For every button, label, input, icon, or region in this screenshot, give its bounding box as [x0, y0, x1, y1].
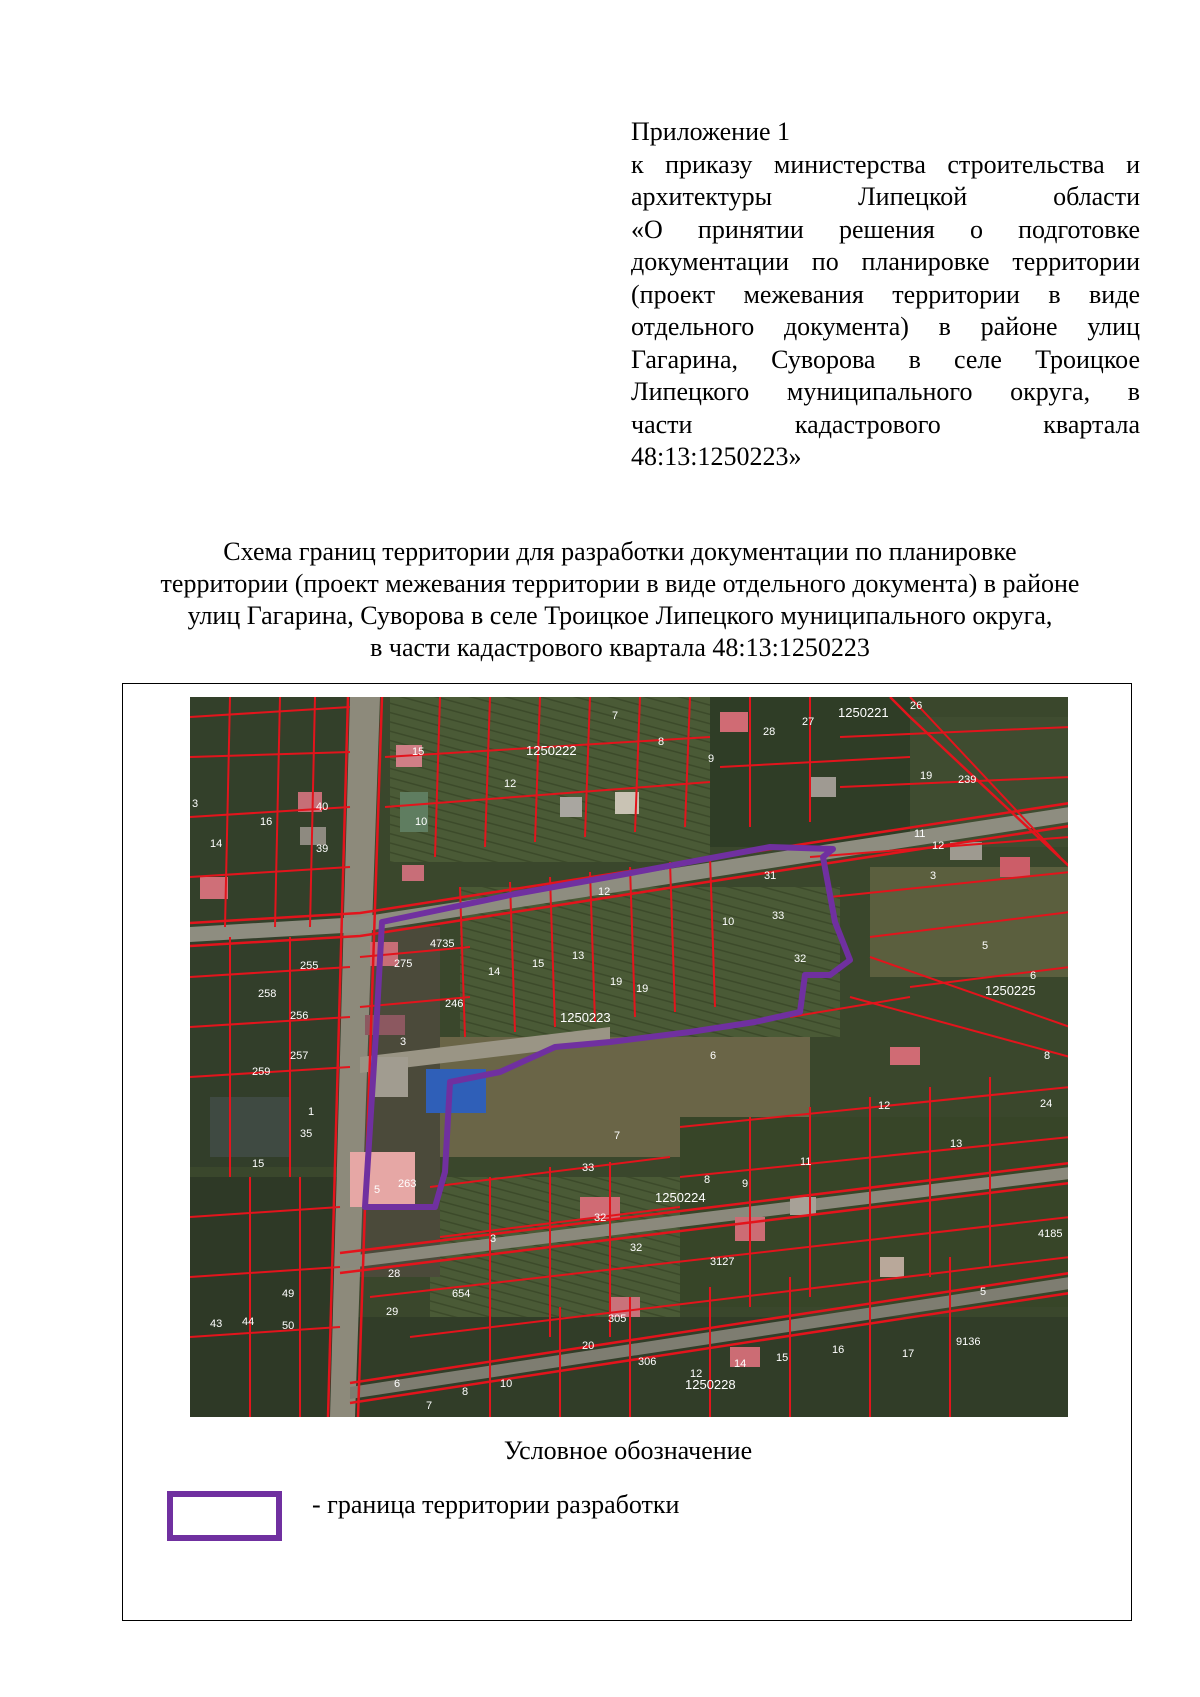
parcel-label: 9	[742, 1178, 749, 1190]
satellite-map	[190, 697, 1068, 1417]
parcel-label: 11	[800, 1156, 812, 1168]
appendix-line: к приказу министерства строительства и	[631, 149, 1140, 179]
parcel-label: 239	[958, 774, 977, 786]
parcel-label: 16	[832, 1344, 845, 1356]
appendix-line: Гагарина, Суворова в селе Троицкое	[631, 344, 1140, 374]
appendix-line: «О принятии решения о подготовке	[631, 214, 1140, 244]
parcel-label: 6	[1030, 970, 1037, 982]
appendix-line: 48:13:1250223»	[631, 442, 802, 471]
title-line: в части кадастрового квартала 48:13:1250223	[370, 633, 870, 662]
parcel-label: 306	[638, 1356, 657, 1368]
parcel-label: 17	[902, 1348, 915, 1360]
appendix-line: архитектуры Липецкой области	[631, 182, 1140, 211]
title-line: улиц Гагарина, Суворова в селе Троицкое Липецкого муниципального округа,	[187, 601, 1053, 630]
parcel-label: 26	[910, 700, 923, 712]
quarter-label: 1250222	[526, 743, 577, 758]
parcel-label: 35	[300, 1128, 313, 1140]
parcel-label: 10	[722, 916, 735, 928]
parcel-label: 28	[763, 726, 776, 738]
legend-title: Условное обозначение	[503, 1436, 753, 1465]
appendix-line: документации по планировке территории	[631, 247, 1140, 276]
parcel-label: 14	[734, 1358, 747, 1370]
parcel-label: 40	[316, 801, 329, 813]
parcel-label: 44	[242, 1316, 255, 1328]
parcel-label: 10	[500, 1378, 513, 1390]
map-svg	[190, 697, 1068, 1417]
appendix-note	[631, 116, 1140, 474]
parcel-label: 15	[252, 1158, 265, 1170]
parcel-label: 12	[878, 1100, 891, 1112]
parcel-label: 13	[950, 1138, 963, 1150]
parcel-label: 32	[794, 953, 807, 965]
parcel-label: 10	[415, 816, 428, 828]
parcel-label: 32	[630, 1242, 643, 1254]
parcel-label: 27	[802, 716, 815, 728]
parcel-label: 31	[764, 870, 777, 882]
parcel-label: 654	[452, 1288, 471, 1300]
parcel-label: 3	[930, 870, 937, 882]
parcel-label: 6	[710, 1050, 717, 1062]
parcel-label: 24	[1040, 1098, 1053, 1110]
quarter-label: 1250221	[838, 705, 889, 720]
quarter-label: 1250223	[560, 1010, 611, 1025]
parcel-label: 4185	[1038, 1228, 1063, 1240]
parcel-label: 3	[400, 1036, 407, 1048]
parcel-label: 257	[290, 1050, 309, 1062]
parcel-label: 19	[610, 976, 623, 988]
parcel-label: 275	[394, 958, 413, 970]
title-line: территории (проект межевания территории в виде отдельного документа) в районе	[160, 569, 1080, 598]
parcel-label: 255	[300, 960, 319, 972]
title-line: Схема границ территории для разработки документации по планировке	[223, 537, 1017, 566]
parcel-label: 15	[776, 1352, 789, 1364]
scheme-title	[100, 536, 1140, 664]
parcel-label: 8	[1044, 1050, 1051, 1062]
parcel-label: 263	[398, 1178, 417, 1190]
parcel-label: 32	[594, 1212, 607, 1224]
parcel-label: 9	[708, 753, 715, 765]
parcel-label: 33	[772, 910, 785, 922]
parcel-label: 3	[490, 1233, 497, 1245]
parcel-label: 12	[504, 778, 517, 790]
legend-item-label: - граница территории разработки	[312, 1490, 680, 1519]
parcel-label: 12	[932, 840, 945, 852]
parcel-label: 14	[488, 966, 501, 978]
parcel-label: 7	[426, 1400, 433, 1412]
parcel-label: 8	[462, 1386, 469, 1398]
parcel-label: 19	[920, 770, 933, 782]
parcel-label: 16	[260, 816, 273, 828]
parcel-label: 20	[582, 1340, 595, 1352]
appendix-line: части кадастрового квартала	[631, 409, 1140, 439]
parcel-label: 7	[612, 710, 619, 722]
parcel-label: 256	[290, 1010, 309, 1022]
parcel-label: 43	[210, 1318, 223, 1330]
parcel-label: 12	[690, 1368, 703, 1380]
parcel-label: 3	[192, 798, 199, 810]
parcel-label: 33	[582, 1162, 595, 1174]
parcel-label: 29	[386, 1306, 399, 1318]
parcel-label: 39	[316, 843, 329, 855]
parcel-label: 13	[572, 950, 585, 962]
parcel-label: 1	[308, 1106, 315, 1118]
parcel-label: 19	[636, 983, 649, 995]
parcel-label: 9136	[956, 1336, 981, 1348]
appendix-line: Липецкого муниципального округа, в	[631, 377, 1140, 406]
quarter-label: 1250228	[685, 1377, 736, 1392]
parcel-label: 246	[445, 998, 464, 1010]
appendix-line: Приложение 1	[631, 117, 791, 146]
parcel-label: 7	[614, 1130, 621, 1142]
parcel-label: 3127	[710, 1256, 735, 1268]
appendix-line: (проект межевания территории в виде	[631, 279, 1140, 309]
appendix-line: отдельного документа) в районе улиц	[631, 312, 1140, 341]
parcel-label: 305	[608, 1313, 627, 1325]
parcel-label: 49	[282, 1288, 295, 1300]
parcel-label: 12	[598, 886, 611, 898]
parcel-label: 8	[658, 736, 665, 748]
quarter-label: 1250224	[655, 1190, 706, 1205]
parcel-label: 258	[258, 988, 277, 1000]
parcel-label: 15	[532, 958, 545, 970]
parcel-label: 11	[914, 828, 926, 840]
parcel-label: 5	[374, 1184, 381, 1196]
parcel-label: 6	[394, 1378, 401, 1390]
parcel-label: 50	[282, 1320, 295, 1332]
legend-boundary-swatch	[167, 1491, 282, 1541]
parcel-label: 259	[252, 1066, 271, 1078]
parcel-label: 5	[982, 940, 989, 952]
parcel-label: 14	[210, 838, 223, 850]
parcel-label: 28	[388, 1268, 401, 1280]
parcel-label: 4735	[430, 938, 455, 950]
parcel-label: 8	[704, 1174, 711, 1186]
parcel-label: 5	[980, 1286, 987, 1298]
parcel-label: 15	[412, 746, 425, 758]
quarter-label: 1250225	[985, 983, 1036, 998]
